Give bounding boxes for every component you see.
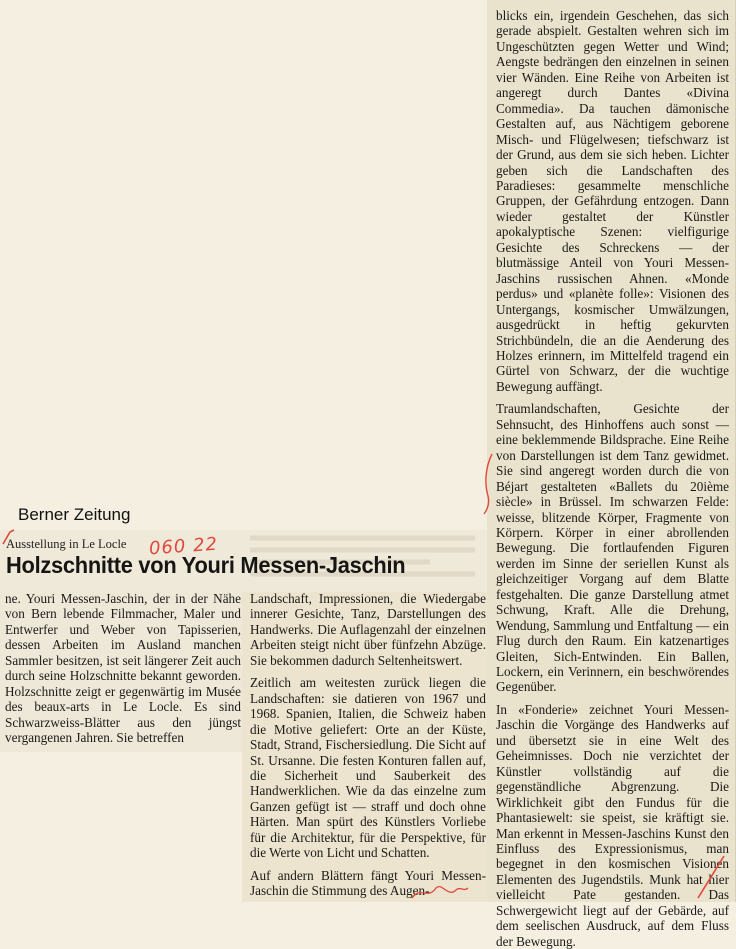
paragraph: ne. Youri Messen-Jaschin, der in der Nähe von Bern lebende Filmmacher, Maler und Entwerfer und Weber von Tapisserien, dessen Arbeiten im Ausland manchen Sammler besitzen, ist seit längerer Zeit auch durch seine Holzschnitte bekannt geworden. Holzschnitte zeigt er gegenwärtig im Musée des beaux-arts in Le Locle. Es sind Schwarzweiss-Blätter aus den jüngst vergangenen Jahren. Sie betreffen bbox=[5, 591, 241, 746]
article-column-right bbox=[496, 8, 729, 949]
handwritten-archive-number: 060 22 bbox=[148, 533, 219, 560]
article-column-middle bbox=[250, 591, 486, 899]
article-kicker: Ausstellung in Le Locle bbox=[6, 537, 127, 551]
article-column-left bbox=[5, 591, 241, 746]
paragraph: Landschaft, Impressionen, die Wiedergabe innerer Gesichte, Tanz, Darstellungen des Handwerks. Die Auflagenzahl der einzelnen Arbeiten steigt nicht über fünfzehn Abzüge. Sie bekommen dadurch Seltenheitswert. bbox=[250, 591, 486, 668]
article-headline: Holzschnitte von Youri Messen-Jaschin bbox=[6, 552, 406, 578]
paragraph: Auf andern Blättern fängt Youri Messen-Jaschin die Stimmung des Augen- bbox=[250, 867, 486, 899]
paragraph: Zeitlich am weitesten zurück liegen die Landschaften: sie datieren von 1967 und 1968. Spanien, Italien, die Schweiz haben die Motive geliefert: Orte an der Küste, Stadt, Strand, Fischersiedlung. Die Sicht auf St. Ursanne. Die festen Konturen fallen auf, die Sicherheit und Sauberkeit des Handwerklichen. Wie da das einzelne zum Ganzen gefügt ist — straff und doch ohne Härten. Man spürt des Künstlers Vorliebe für die Architektur, für die Perspektive, für die Werte von Licht und Schatten. bbox=[250, 675, 486, 861]
paragraph: blicks ein, irgendein Geschehen, das sich gerade abspielt. Gestalten wehren sich im Ungeschützten gegen Wetter und Wind; Aengste bedrängen den einzelnen in seinen vier Wänden. Eine Reihe von Arbeiten ist angeregt durch Dantes «Divina Commedia». Da tauchen dämonische Gestalten auf, aus Nächtigem geborene Misch- und Flügelwesen; tiefschwarz ist der Grund, aus dem sie sich heben. Lichter geben sich die Landschaften des Paradieses: gesammelte menschliche Gruppen, der Gefährdung entzogen. Dann wieder gestaltet der Künstler apokalyptische Szenen: vielfigurige Gesichte des Schreckens — der blutmässige Anteil von Youri Messen-Jaschins russischen Ahnen. «Monde perdus» und «planète folle»: Visionen des Untergangs, kosmischer Umwälzungen, ausgedrückt in heftig gekurvten Strichbündeln, die an die Aenderung des Holzes erinnern, im Mittelfeld tragend ein Gürtel von Schwarz, der die wuchtige Bewegung auffängt. bbox=[496, 8, 729, 394]
paragraph: In «Fonderie» zeichnet Youri Messen-Jaschin die Vorgänge des Handwerks auf und übersetzt sie in eine Welt des Geheimnisses. Doch nie verzichtet der Künstler vollständig auf die gegenständliche Abgrenzung. Die Wirklichkeit gibt den Fundus für die Phantasiewelt: sie speist, sie kräftigt sie. Man erkennt in Messen-Jaschins Kunst den Einfluss des Expressionismus, man begegnet in den kosmischen Visionen Elementen des Jugendstils. Munk hat hier vielleicht Pate gestanden. Das Schwergewicht liegt auf der Gebärde, auf dem seelischen Ausdruck, auf dem Fluss der Bewegung. bbox=[496, 701, 729, 949]
newspaper-source-label: Berner Zeitung bbox=[18, 505, 131, 524]
paragraph: Traumlandschaften, Gesichte der Sehnsucht, des Hinhoffens auch sonst — eine beklemmende Bildsprache. Eine Reihe von Darstellungen ist dem Tanz gewidmet. Sie sind angeregt worden durch die von Béjart gestalteten «Ballets du 20ième siècle» in Brüssel. Im schwarzen Felde: weisse, blitzende Körper, Fragmente von Körpern. Körper in einer abrollenden Bewegung. Die fortlaufenden Figuren werden im Sinne der seriellen Kunst als gleichzeitiger Vorgang auf dem Blatte festgehalten. Die ganze Darstellung atmet Schwung, Kraft. Alle die Drehung, Wendung, Sammlung und Entfaltung — ein Flug durch den Raum. Ein katzenartiges Gleiten, Sich-Entwinden. Ein Ballen, Lockern, ein Verinnern, ein beschwörendes Gegenüber. bbox=[496, 401, 729, 695]
